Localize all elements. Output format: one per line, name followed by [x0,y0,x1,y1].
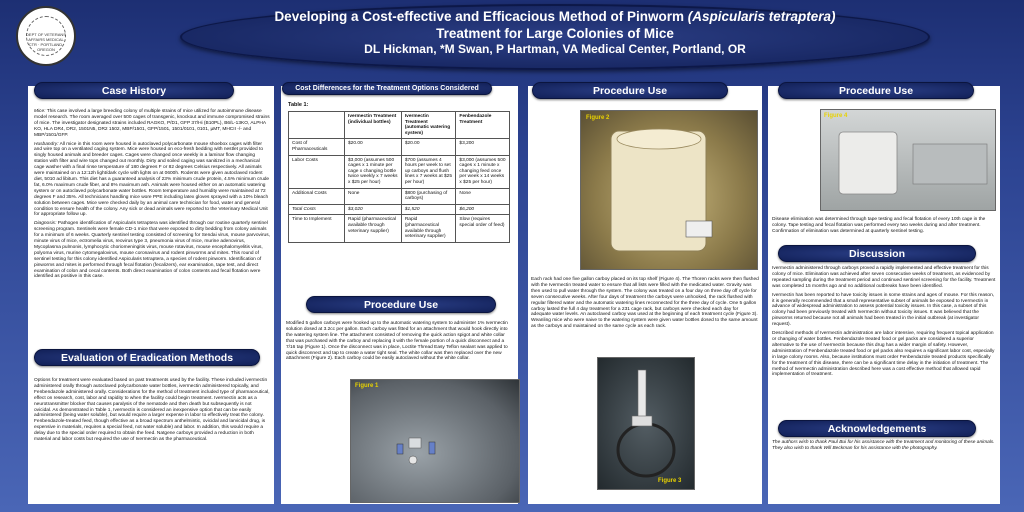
evaluation-text: Options for treatment were evaluated based on past treatments used by the facility. These included ivermectin administered orally through autoclaved polycarbonate water bottles, ivermectin administered topically, and Fenbendazole administered orally. Considerations for the method of treatment included type of pharmaceutical, effect on research, cost, labor and rapidity to when the facility could begin treatment. Ivermectin acts as a neurotransmitter blocker that causes paralysis of the nematode and then death but subsequently is not ovicidal. As demonstrated in Table 1, Ivermectin is considered an inexpensive option that can be easily administered (being water soluble), but would require a larger expense in labor to effectively treat the colony. Fenbendazole-treated feed, though effective as a broad spectrum anthelmintic, ovicidal and larvicidal drug, is expensive in materials, requires a special feed, not water soluble) and labor. In addition, this would require a delay due to the special order required to obtain the feed. Natgene carboys provided a reduction in both material and labor costs but required the use of Ivermectin as the pharmaceutical. [34,378,270,443]
acknowledgements-text: The authors wish to thank Paul Bui for his assistance with the treatment and monitoring of these animals. They also wish to thank Will Beckman for his assistance with the photography. [772,440,995,451]
discussion-text [772,266,996,381]
figure-1-label: Figure 1 [355,383,379,389]
table-cell: Labor Costs [289,155,345,188]
table-cell: $3,000 (assumes 500 cages x 1 minute per cage x changing bottle twice weekly x 7 weeks x $25 per hour) [345,155,402,188]
table-cell: $6,200 [456,204,510,215]
table-row [289,139,510,155]
table-cell: None [456,188,510,204]
figure-3-label: Figure 3 [658,478,682,484]
table-cell: None [345,188,402,204]
table-cell: $3,000 (assumes 500 cages x 1 minute x changing feed once per week x 14 weeks x $25 per hour) [456,155,510,188]
evaluation-heading: Evaluation of Eradication Methods [34,349,260,366]
cost-differences-heading: Cost Differences for the Treatment Options Considered [282,82,492,95]
table-cell: Rapid (pharmaceutical available through veterinary supplier) [345,215,402,242]
table-header-cell: Ivermectin Treatment (automatic watering system) [401,112,456,139]
table-cell: $20.00 [401,139,456,155]
table-row [289,188,510,204]
procedure-use-heading-col4: Procedure Use [778,82,974,99]
table-title: Table 1: [288,102,309,108]
table-header-cell: Ivermectin Treatment (individual bottles) [345,112,402,139]
table-row [289,155,510,188]
table-cell: $1,520 [401,204,456,215]
case-history-heading: Case History [34,82,234,99]
mice-paragraph: Mice: This case involved a large breeding colony of multiple strains of mice utilized for autoimmune disease model research. The room averaged over 500 cages of transgenic, knockout and immune compromised strains of mice. The investigator designated strains included RAGKO, P/D1, GFP 37/Hi (B10PL), B6/L-13KO, ALPHA KO, HLA DR4, DR2, 1501N5, DR2 1502, MBP/1501, GFP/1501, 1501/0101, 0101, µMT, MHCII -/- and MBP/1501/GFP. [34,109,270,138]
table-row [289,204,510,215]
table-header-row [289,112,510,139]
figure-2-label: Figure 2 [586,115,610,121]
discussion-paragraph: Ivermectin has been reported to have toxicity issues in some strains and ages of mouse. For this reason, it is generally recommended that a small representative subset of animals be exposed to Ivermectin in advance of widespread administration to assess potential toxicity issues. In this case, a subset of this colony had been previously treated with Ivermectin without toxicity issues. It was believed that the pinworms returned because not all animals had been treated in the initial outbreak (at investigator request). [772,292,995,328]
figure-4-drawing [821,110,996,211]
figure-4-label: Figure 4 [824,113,848,119]
discussion-paragraph: Ivermectin administered through carboys proved a rapidly implemented and effective treatment for this colony of mice. Elimination was achieved after seven consecutive weeks of treatment, as evidenced by repeated sampling during the treatment period and continued sentinel screening for the facility. Treatment was completed 15 months ago and no additional outbreaks have been identified. [772,266,996,289]
figure-3-photo [597,357,695,490]
title-block [180,8,930,57]
procedure-use-heading-middle: Procedure Use [306,296,496,313]
table-cell: $3,020 [345,204,402,215]
table-cell: Total Costs [289,204,345,215]
procedure-use-text-middle: Modified 5 gallon carboys were hooked up to the automatic watering system to administer 1% Ivermectin solution dosed at 3.2cc per gallon. Each carboy was fitted for an attachment that would hook directly into the watering system line. The attachment consisted of removing the quick action spigot and white collar that was purchased with the carboy and replacing it with the female portion of a quick disconnect and a 7/16 tap (Figure 1). Once the disconnect was in place, Loctite Thread Easy Teflon sealant was applied to quick disconnect and tap to create a water tight seal. The white collar was then replaced over the new attachment (Figure 2). Each carboy could be easily autoclaved without the white collar. [286,321,508,362]
procedure-use-text-col4: Disease elimination was determined through tape testing and fecal flotation of every 10th cage in the colony. Tape testing and fecal flotation was performed every two weeks during and after treatment. Confirmation of elimination was determined at quarterly sentinel testing. [772,217,986,234]
table-cell: Rapid (pharmaceutical available through veterinary supplier) [401,215,456,242]
table-row [289,215,510,242]
table-header-cell [289,112,345,139]
discussion-heading: Discussion [778,245,976,262]
procedure-use-heading-col3: Procedure Use [532,82,728,99]
case-history-text [34,109,270,283]
figure-2-drawing [581,111,758,270]
discussion-paragraph: Described methods of Ivermectin administration are labor intensive, requiring frequent topical application or changing of water bottles. Fenbendazole treated food or gel packs are considered a superior alternative to the use of Ivermectin because this drug has a wider margin of safety. However, administration of Fenbendazole treated food or gel packs also requires a significant labor cost, especially in large colony rooms. Also, because institutions must order Fenbendazole treated products specifically for the treatment of this disease, there can be a significant time delay in the initiation of treatment. The method of Ivermectin administration described here was a cost effective method that allowed rapid implementation of treatment. [772,331,995,378]
poster-title: Developing a Cost-effective and Efficacious Method of Pinworm (Aspicularis tetraptera) [274,9,836,24]
poster-title-line2: Treatment for Large Colonies of Mice [436,26,674,41]
table-cell: $3,200 [456,139,510,155]
figure-1-drawing [351,380,520,503]
table-cell: Cost of Pharmaceuticals [289,139,345,155]
figure-3-drawing [598,358,695,490]
figure-2-photo [580,110,758,270]
table-cell: $20.00 [345,139,402,155]
table-header-cell: Fenbendazole Treatment [456,112,510,139]
table-cell: Slow (requires special order of feed) [456,215,510,242]
figure-1-photo [350,379,520,503]
figure-4-photo [820,109,996,211]
acknowledgements-heading: Acknowledgements [778,420,976,437]
table-cell: Time to Implement [289,215,345,242]
table-cell: $800 (purchasing of carboys) [401,188,456,204]
diagnosis-paragraph: Diagnosis: Pathogen identification of Aspicularis tetraptera was identified through our routine quarterly sentinel screening program. Sentinels were female CD-1 mice that were exposed to dirty bedding from colony animals for a minimum of 6 weeks. Quarterly sentinel testing consisted of screening for Sendai virus, mouse parvovirus, minute virus of mice, ectromelia virus, reovirus type 3, pneumonia virus of mice, murine adenovirus, Mycoplasma pulmonis, lymphocytic choriomeningitis virus, mouse rotavirus, mouse encephalomyelitis virus, polyoma virus, murine cytomegalovirus, mouse coronavirus and rodent pinworms and mites. This round of sentinel testing for this colony identified Aspicularis tetraptera, a species of rodent pinworm. Identification of pinworms and mites is performed through fecal flotation (fecalizers), ear examination, tape test, and direct examination of colon and cecal contents. Both direct examination of colon contents and fecal flotation were identified as positive in this case. [34,221,270,280]
seal-text: DEPT OF VETERANS AFFAIRS MEDICAL CTR · PORTLAND, OREGON [26,32,66,52]
table-cell: Additional Costs [289,188,345,204]
husbandry-paragraph: Husbandry: All mice in this room were housed in autoclaved polycarbonate mouse shoebox cages with filter and wire top on a ventilated caging system. Mice were housed on eco-fresh bedding with nestlet provided to singly housed animals and breeder cages. Cages were changed once weekly in a laminar flow changing station with filter and wire tops changed out monthly. Dirty and soiled caging was sanitized in a mechanical cage washer with a final rinse temperature of 180 degrees F or 82 degrees Celsius respectively. All animals were maintained on a 12:12h light/dark cycle with lights on at 0600h. Rodents were given autoclaved rodent diet, 5010 ad libitum. This diet has a guaranteed analysis of 23% minimum crude protein, 4.5% minimum crude fat, 6.0% maximum crude fiber, and 8% maximum ash. Animals were housed either on an automatic watering system or on autoclaved polycarbonate water bottles. Room temperature and humidity were maintained at 72 degrees F and 35%. All technicians handling mice wore PPE including latex gloves sprayed with a 10% bleach solution between cages. Mice were checked daily by an animal care technician for food, water and general condition to ensure health of the colony. Any sick or dead animals were reported to the Veterinary Medical Unit for appropriate follow up. [34,141,270,218]
poster-authors: DL Hickman, *M Swan, P Hartman, VA Medical Center, Portland, OR [364,42,746,56]
procedure-use-text-col3: Each rack had one five gallon carboy placed on its top shelf (Figure 4). The Thoren racks were then flushed with the Ivermectin treated water to ensure that all lists were filled with the medicated water. Gravity was then used to pull water through the system. The colony was treated on a four day on three day off cycle for seven consecutive weeks. After four days of treatment the carboys were unhooked, the rack flushed with regular filtered water and the automatic watering lines reconnected for the three day of cycle. One 5 gallon carboy lasted the full 4 day treatment for a 231 cage rack, but carboys were checked each day for adequate water levels. An autoclaved carboy was used at the beginning of each treatment cycle (Figure 3). Weanling mice who were naive to the watering system were given water bottles dosed to the same amount as the carboys and maintained on the same cycle as each rack. [531,277,759,330]
table-cell: $700 (assumes 4 hours per week to set up carboys and flush lines x 7 weeks at $25 per hour) [401,155,456,188]
cost-table [288,111,510,243]
